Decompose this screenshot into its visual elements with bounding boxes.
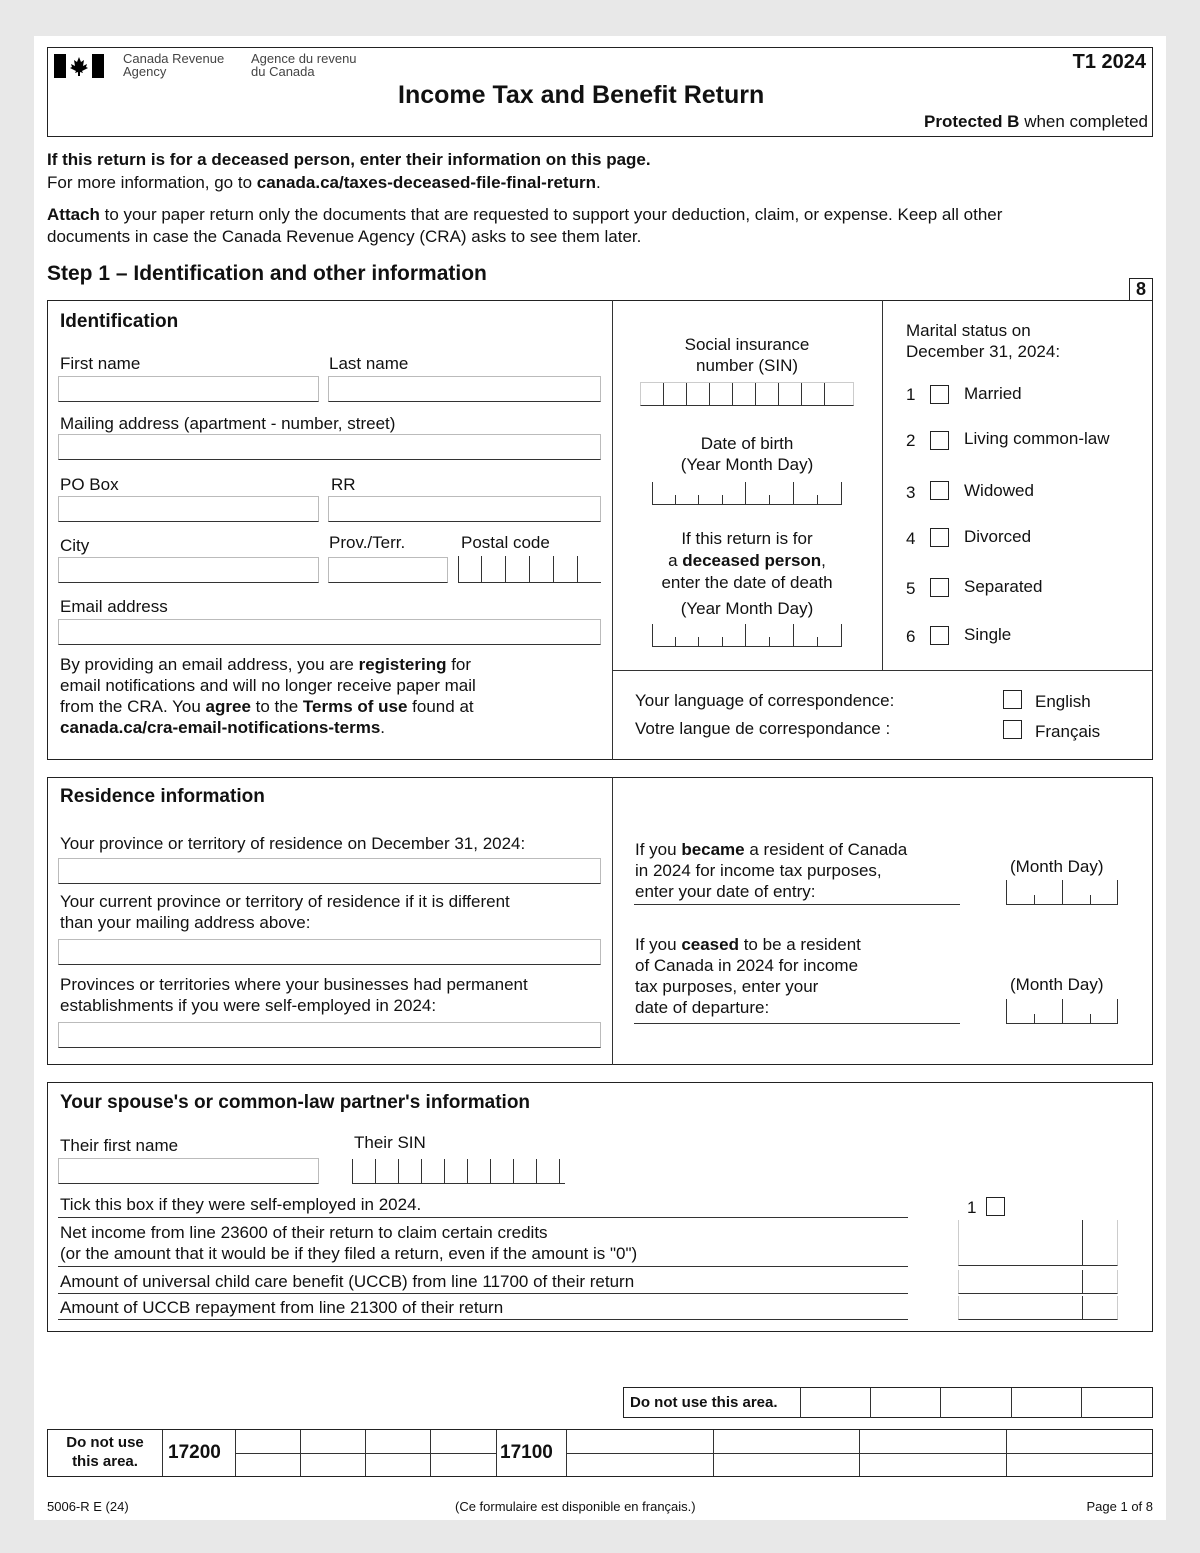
identification-heading: Identification bbox=[60, 311, 179, 332]
marital-option-label: Living common-law bbox=[964, 429, 1110, 448]
spouse-first-name-input[interactable] bbox=[58, 1158, 319, 1184]
language-label-en: Your language of correspondence: bbox=[635, 691, 895, 710]
protected-notice: Protected B when completed bbox=[924, 112, 1148, 131]
english-label: English bbox=[1035, 692, 1091, 711]
marital-option-label: Single bbox=[964, 625, 1012, 644]
common-law-checkbox[interactable] bbox=[930, 431, 949, 450]
marital-option-number: 3 bbox=[906, 483, 916, 502]
attach-notice: Attach to your paper return only the documents that are requested to support your deduction, claim, or expense. Keep all other bbox=[47, 205, 1003, 224]
residence-q1-label: Your province or territory of residence on December 31, 2024: bbox=[60, 834, 526, 853]
spouse-sin-label: Their SIN bbox=[354, 1133, 426, 1152]
code-17100: 17100 bbox=[500, 1442, 553, 1463]
spouse-uccb-input[interactable] bbox=[958, 1270, 1118, 1294]
marital-option-number: 6 bbox=[906, 627, 916, 646]
entry-month-day-label: (Month Day) bbox=[1010, 857, 1104, 876]
prov-input[interactable] bbox=[328, 557, 448, 583]
date-of-entry-input[interactable] bbox=[1006, 881, 1118, 905]
spouse-uccb-repayment-label: Amount of UCCB repayment from line 21300 of their return bbox=[60, 1298, 504, 1317]
divider bbox=[58, 1319, 908, 1320]
email-label: Email address bbox=[60, 597, 168, 616]
single-checkbox[interactable] bbox=[930, 626, 949, 645]
admin-area-label: Do not use this area. bbox=[630, 1394, 778, 1411]
spouse-first-name-label: Their first name bbox=[60, 1136, 179, 1155]
form-title: Income Tax and Benefit Return bbox=[398, 81, 765, 109]
self-employed-box-number: 1 bbox=[967, 1198, 977, 1217]
departure-month-day-label: (Month Day) bbox=[1010, 975, 1104, 994]
divider bbox=[58, 1217, 908, 1218]
residence-heading: Residence information bbox=[60, 786, 265, 807]
married-checkbox[interactable] bbox=[930, 385, 949, 404]
form-page bbox=[34, 36, 1166, 1520]
business-provinces-input[interactable] bbox=[58, 1022, 601, 1048]
spouse-heading: Your spouse's or common-law partner's information bbox=[60, 1092, 531, 1113]
french-checkbox[interactable] bbox=[1003, 720, 1022, 739]
divider bbox=[634, 904, 960, 905]
mailing-address-label: Mailing address (apartment - number, street) bbox=[60, 414, 396, 433]
rr-label: RR bbox=[331, 475, 356, 494]
dob-input[interactable] bbox=[652, 483, 842, 505]
date-of-death-input[interactable] bbox=[652, 625, 842, 647]
marital-option-number: 4 bbox=[906, 529, 916, 548]
dob-label: Date of birth (Year Month Day) bbox=[680, 434, 814, 474]
last-name-label: Last name bbox=[329, 354, 409, 373]
marital-option-label: Widowed bbox=[964, 481, 1034, 500]
prov-label: Prov./Terr. bbox=[329, 533, 406, 552]
spouse-self-employed-label: Tick this box if they were self-employed in 2024. bbox=[60, 1195, 422, 1214]
step1-title: Step 1 – Identification and other information bbox=[47, 262, 487, 285]
marital-option-number: 5 bbox=[906, 579, 916, 598]
marital-option-number: 2 bbox=[906, 431, 916, 450]
deceased-notice: If this return is for a deceased person, enter their information on this page. bbox=[47, 150, 651, 169]
divider bbox=[58, 1293, 908, 1294]
divider bbox=[634, 1023, 960, 1024]
sin-label: Social insurance number (SIN) bbox=[684, 335, 810, 375]
last-name-input[interactable] bbox=[328, 376, 601, 402]
residence-q2-label: Your current province or territory of residence if it is different than your mailing address above: bbox=[60, 892, 510, 932]
po-box-label: PO Box bbox=[60, 475, 119, 494]
agency-name-en: Canada Revenue Agency bbox=[123, 51, 225, 79]
first-name-label: First name bbox=[60, 354, 141, 373]
sin-input[interactable] bbox=[640, 382, 854, 406]
rr-input[interactable] bbox=[328, 496, 601, 522]
date-of-death-label: If this return is for a deceased person, enter the date of death (Year Month Day) bbox=[661, 529, 833, 618]
current-province-input[interactable] bbox=[58, 939, 601, 965]
canada-flag-icon bbox=[54, 54, 104, 78]
admin-area-top bbox=[623, 1387, 1153, 1418]
city-input[interactable] bbox=[58, 557, 319, 583]
spouse-uccb-label: Amount of universal child care benefit (UCCB) from line 11700 of their return bbox=[60, 1272, 635, 1291]
admin-area-label-bottom: Do not use this area. bbox=[66, 1434, 144, 1470]
date-of-departure-label: If you ceased to be a resident of Canada in 2024 for income tax purposes, enter your date of departure: bbox=[635, 935, 861, 1017]
spouse-sin-input[interactable] bbox=[352, 1158, 565, 1184]
page-number: Page 1 of 8 bbox=[1086, 1499, 1153, 1514]
city-label: City bbox=[60, 536, 90, 555]
divider bbox=[882, 300, 883, 671]
admin-area-bottom bbox=[47, 1429, 1153, 1477]
residence-q3-label: Provinces or territories where your businesses had permanent establishments if you were self-employed in 2024: bbox=[60, 975, 528, 1015]
postal-code-label: Postal code bbox=[461, 533, 550, 552]
po-box-input[interactable] bbox=[58, 496, 319, 522]
form-id: T1 2024 bbox=[1072, 51, 1146, 73]
french-label: Français bbox=[1035, 722, 1101, 741]
divider bbox=[612, 777, 613, 1065]
marital-option-label: Divorced bbox=[964, 527, 1032, 546]
postal-code-input[interactable] bbox=[458, 557, 601, 583]
email-terms-link[interactable]: canada.ca/cra-email-notifications-terms bbox=[60, 718, 381, 737]
spouse-net-income-input[interactable] bbox=[958, 1220, 1118, 1266]
marital-option-label: Married bbox=[964, 384, 1022, 403]
agency-name-fr: Agence du revenu du Canada bbox=[251, 51, 357, 79]
separated-checkbox[interactable] bbox=[930, 578, 949, 597]
english-checkbox[interactable] bbox=[1003, 690, 1022, 709]
form-code: 5006-R E (24) bbox=[47, 1499, 129, 1514]
code-17200: 17200 bbox=[168, 1442, 221, 1463]
email-note: By providing an email address, you are registering for email notifications and will no longer receive paper mail from the CRA. You agree to the Terms of use found at canada.ca/cra-email-notifications-terms. bbox=[60, 655, 476, 737]
deceased-info-link[interactable]: canada.ca/taxes-deceased-file-final-return bbox=[256, 173, 596, 192]
marital-option-number: 1 bbox=[906, 385, 916, 404]
widowed-checkbox[interactable] bbox=[930, 481, 949, 500]
more-info-text: For more information, go to canada.ca/taxes-deceased-file-final-return. bbox=[47, 173, 601, 192]
divider bbox=[612, 670, 1153, 671]
first-name-input[interactable] bbox=[58, 376, 319, 402]
language-label-fr: Votre langue de correspondance : bbox=[635, 719, 891, 738]
divider bbox=[58, 1266, 908, 1267]
marital-status-label: Marital status on December 31, 2024: bbox=[906, 321, 1061, 361]
mailing-address-input[interactable] bbox=[58, 434, 601, 460]
email-input[interactable] bbox=[58, 619, 601, 645]
marital-option-label: Separated bbox=[964, 577, 1043, 596]
date-of-departure-input[interactable] bbox=[1006, 1000, 1118, 1024]
attach-notice-line2: documents in case the Canada Revenue Agency (CRA) asks to see them later. bbox=[47, 227, 642, 246]
spouse-self-employed-checkbox[interactable] bbox=[986, 1197, 1005, 1216]
spouse-uccb-repayment-input[interactable] bbox=[958, 1296, 1118, 1320]
page-badge: 8 bbox=[1129, 278, 1153, 301]
date-of-entry-label: If you became a resident of Canada in 2024 for income tax purposes, enter your date of entry: bbox=[635, 840, 908, 901]
divorced-checkbox[interactable] bbox=[930, 528, 949, 547]
spouse-net-income-label: Net income from line 23600 of their return to claim certain credits (or the amount that it would be if they filed a return, even if the amount is "0") bbox=[60, 1223, 638, 1263]
province-residence-input[interactable] bbox=[58, 858, 601, 884]
french-availability-note: (Ce formulaire est disponible en français.) bbox=[455, 1499, 696, 1514]
